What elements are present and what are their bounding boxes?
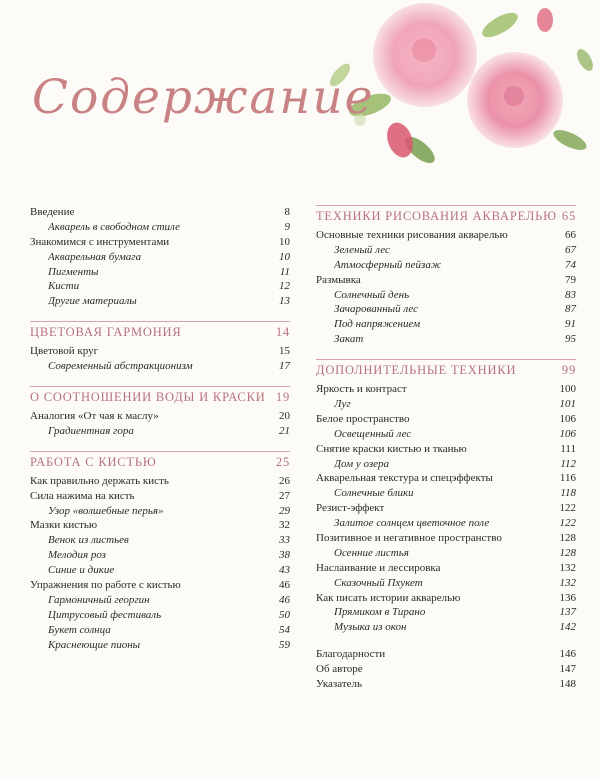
toc-entry — [316, 228, 576, 243]
toc-entry — [30, 409, 290, 424]
toc-page-number: 67 — [565, 243, 576, 256]
toc-page-number: 122 — [559, 517, 576, 530]
toc-page-number: 66 — [565, 229, 576, 241]
toc-page-number: 95 — [565, 333, 576, 346]
toc-page-number: 26 — [279, 474, 290, 487]
toc-entry-title: Пигменты — [48, 265, 99, 278]
toc-entry-title: Акварельная бумага — [48, 250, 142, 263]
toc-page-number: 118 — [560, 487, 576, 500]
toc-entry-title: Яркость и контраст — [316, 383, 407, 396]
toc-entry-title: Аналогия «От чая к маслу» — [30, 410, 159, 423]
toc-subentry — [316, 605, 576, 620]
toc-page-number: 111 — [560, 442, 576, 455]
toc-entry-title: Акварельная текстура и спецэффекты — [316, 472, 493, 485]
toc-page-number: 128 — [559, 532, 576, 545]
toc-page-number: 106 — [559, 427, 576, 440]
toc-page-number: 79 — [565, 273, 576, 286]
toc-page-number: 148 — [559, 678, 576, 691]
toc-entry — [316, 662, 576, 677]
toc-page-number: 59 — [279, 638, 290, 651]
toc-left-column — [30, 205, 290, 652]
toc-entry-title: Прямиком в Тирано — [334, 606, 426, 619]
toc-subentry — [30, 504, 290, 519]
toc-page-number: 136 — [559, 591, 576, 604]
toc-page-number: 132 — [559, 576, 576, 589]
toc-page-number: 17 — [279, 360, 290, 373]
toc-entry-title: Об авторе — [316, 663, 363, 676]
toc-entry — [30, 205, 290, 220]
toc-entry-title: Цветовой круг — [30, 345, 99, 358]
toc-page-number: 15 — [279, 345, 290, 358]
toc-entry-title: Сила нажима на кисть — [30, 489, 135, 502]
toc-gap — [316, 635, 576, 647]
toc-entry-title: Знакомимся с инструментами — [30, 235, 170, 248]
toc-page-number: 146 — [559, 648, 576, 661]
toc-subentry — [30, 250, 290, 265]
toc-subentry — [316, 317, 576, 332]
toc-entry-title: Белое пространство — [316, 412, 410, 425]
toc-subentry — [30, 608, 290, 623]
toc-page-number: 83 — [565, 288, 576, 301]
toc-entry-title: Солнечный день — [334, 288, 410, 301]
toc-subentry — [316, 427, 576, 442]
toc-entry-title: Краснеющие пионы — [48, 638, 141, 651]
toc-page-number: 38 — [279, 549, 290, 562]
toc-entry — [30, 489, 290, 504]
toc-page-number: 10 — [279, 250, 290, 263]
toc-page-number: 100 — [559, 383, 576, 396]
toc-entry-title: Цитрусовый фестиваль — [48, 608, 162, 621]
toc-entry-title: Кисти — [48, 280, 80, 293]
toc-page-number: 147 — [559, 663, 576, 676]
toc-subentry — [316, 457, 576, 472]
toc-page-number: 101 — [559, 398, 576, 411]
toc-entry — [30, 474, 290, 489]
toc-entry-title: Благодарности — [316, 648, 386, 661]
toc-page-number: 14 — [275, 325, 290, 340]
toc-entry-title: О СООТНОШЕНИИ ВОДЫ И КРАСКИ — [30, 390, 266, 405]
toc-page-number: 128 — [559, 546, 576, 559]
toc-page-number: 33 — [279, 534, 290, 547]
toc-entry — [316, 442, 576, 457]
toc-page-number: 137 — [559, 606, 576, 619]
toc-entry-title: Атмосферный пейзаж — [334, 258, 442, 271]
toc-page-number: 46 — [279, 593, 290, 606]
toc-subentry — [30, 623, 290, 638]
toc-entry-title: Снятие краски кистью и тканью — [316, 442, 467, 455]
toc-page-number: 142 — [559, 621, 576, 634]
toc-page-number: 65 — [561, 209, 576, 223]
toc-entry-title: Позитивное и негативное пространство — [316, 532, 502, 545]
toc-entry-title: Сказочный Пхукет — [334, 576, 423, 589]
toc-page-number: 10 — [279, 235, 290, 248]
toc-entry-title: Упражнения по работе с кистью — [30, 579, 181, 592]
toc-page-number: 122 — [559, 502, 576, 515]
toc-entry-title: ДОПОЛНИТЕЛЬНЫЕ ТЕХНИКИ — [316, 363, 517, 378]
toc-page-number: 8 — [284, 206, 290, 218]
toc-entry — [316, 382, 576, 397]
toc-page-number: 54 — [279, 623, 290, 636]
toc-page-number: 50 — [279, 608, 290, 621]
toc-entry-title: РАБОТА С КИСТЬЮ — [30, 454, 157, 469]
toc-page-number: 132 — [559, 561, 576, 574]
toc-entry-title: Градиентная гора — [48, 424, 134, 437]
toc-entry — [316, 677, 576, 692]
toc-subentry — [316, 302, 576, 317]
toc-subentry — [30, 359, 290, 374]
toc-entry — [316, 647, 576, 662]
toc-subentry — [30, 593, 290, 608]
toc-subentry — [30, 279, 290, 294]
toc-subentry — [30, 265, 290, 280]
toc-entry-title: Мелодия роз — [48, 549, 106, 562]
toc-page-number: 46 — [279, 579, 290, 592]
toc-subentry — [316, 397, 576, 412]
toc-entry-title: Акварель в свободном стиле — [48, 220, 181, 233]
toc-page-number: 99 — [561, 363, 576, 378]
toc-entry-title: Современный абстракционизм — [48, 360, 193, 373]
toc-page-number: 43 — [279, 564, 290, 577]
toc-page-number: 19 — [275, 390, 290, 405]
toc-page-number: 116 — [559, 472, 576, 485]
toc-subentry — [30, 424, 290, 439]
toc-entry-title: Мазки кистью — [30, 519, 98, 532]
toc-entry-title: Как писать истории акварелью — [316, 591, 461, 604]
toc-subentry — [316, 576, 576, 591]
toc-entry — [30, 518, 290, 533]
toc-entry — [30, 344, 290, 359]
toc-entry-title: Залитое солнцем цветочное поле — [334, 517, 490, 530]
toc-entry-title: Луг — [334, 398, 351, 411]
toc-entry-title: Дом у озера — [334, 457, 390, 470]
toc-entry-title: Введение — [30, 206, 75, 218]
toc-subentry — [30, 294, 290, 309]
toc-subentry — [316, 258, 576, 273]
toc-subentry — [316, 546, 576, 561]
toc-section-heading — [316, 205, 576, 224]
toc-entry-title: Музыка из окон — [334, 621, 407, 634]
toc-page-number: 21 — [279, 424, 290, 437]
toc-right-column — [316, 205, 576, 692]
toc-entry-title: Наслаивание и лессировка — [316, 561, 441, 574]
toc-section-heading — [316, 359, 576, 378]
toc-entry — [316, 412, 576, 427]
toc-entry-title: Синие и дикие — [48, 564, 115, 577]
toc-page-number: 106 — [559, 412, 576, 425]
page-title: Содержание — [32, 70, 375, 125]
toc-entry — [316, 273, 576, 288]
toc-page-number: 87 — [565, 303, 576, 316]
toc-entry-title: Гармоничный георгин — [48, 593, 150, 606]
toc-entry-title: Зачарованный лес — [334, 303, 419, 316]
toc-entry — [316, 471, 576, 486]
toc-page-number: 25 — [275, 454, 290, 469]
toc-subentry — [30, 220, 290, 235]
toc-entry — [30, 578, 290, 593]
toc-entry-title: Букет солнца — [48, 623, 111, 636]
toc-entry — [316, 561, 576, 576]
toc-page-number: 74 — [565, 258, 576, 271]
toc-page-number: 12 — [279, 280, 290, 293]
toc-subentry — [30, 533, 290, 548]
toc-page-number: 20 — [279, 410, 290, 423]
toc-entry-title: ТЕХНИКИ РИСОВАНИЯ АКВАРЕЛЬЮ — [316, 209, 557, 223]
toc-subentry — [30, 563, 290, 578]
toc-entry-title: Указатель — [316, 678, 363, 691]
toc-page-number: 29 — [279, 504, 290, 517]
toc-entry-title: Под напряжением — [334, 318, 421, 331]
toc-entry-title: Другие материалы — [48, 295, 137, 308]
toc-entry-title: Размывка — [316, 273, 361, 286]
toc-entry-title: Осенние листья — [334, 546, 409, 559]
toc-entry-title: Резист-эффект — [316, 502, 385, 515]
toc-subentry — [316, 486, 576, 501]
toc-entry — [316, 501, 576, 516]
toc-page-number: 112 — [560, 457, 576, 470]
toc-entry-title: ЦВЕТОВАЯ ГАРМОНИЯ — [30, 325, 182, 340]
toc-page-number: 91 — [565, 318, 576, 331]
toc-subentry — [30, 638, 290, 653]
toc-subentry — [30, 548, 290, 563]
toc-section-heading — [30, 386, 290, 405]
toc-page-number: 11 — [279, 265, 290, 278]
toc-subentry — [316, 620, 576, 635]
toc-entry — [316, 591, 576, 606]
toc-subentry — [316, 332, 576, 347]
toc-entry-title: Узор «волшебные перья» — [48, 504, 164, 517]
toc-entry-title: Солнечные блики — [334, 487, 414, 500]
toc-page-number: 27 — [279, 489, 290, 502]
toc-page-number: 9 — [284, 220, 290, 233]
toc-page-number: 13 — [279, 295, 290, 308]
toc-subentry — [316, 243, 576, 258]
toc-entry-title: Как правильно держать кисть — [30, 474, 169, 487]
toc-entry-title: Венок из листьев — [48, 534, 129, 547]
toc-entry-title: Зеленый лес — [334, 243, 390, 256]
toc-entry — [316, 531, 576, 546]
toc-entry-title: Освещенный лес — [334, 427, 412, 440]
toc-section-heading — [30, 451, 290, 470]
toc-entry-title: Основные техники рисования акварелью — [316, 229, 508, 241]
toc-subentry — [316, 516, 576, 531]
toc-entry-title: Закат — [334, 333, 364, 346]
toc-entry — [30, 235, 290, 250]
toc-section-heading — [30, 321, 290, 340]
toc-page-number: 32 — [279, 519, 290, 532]
toc-subentry — [316, 288, 576, 303]
